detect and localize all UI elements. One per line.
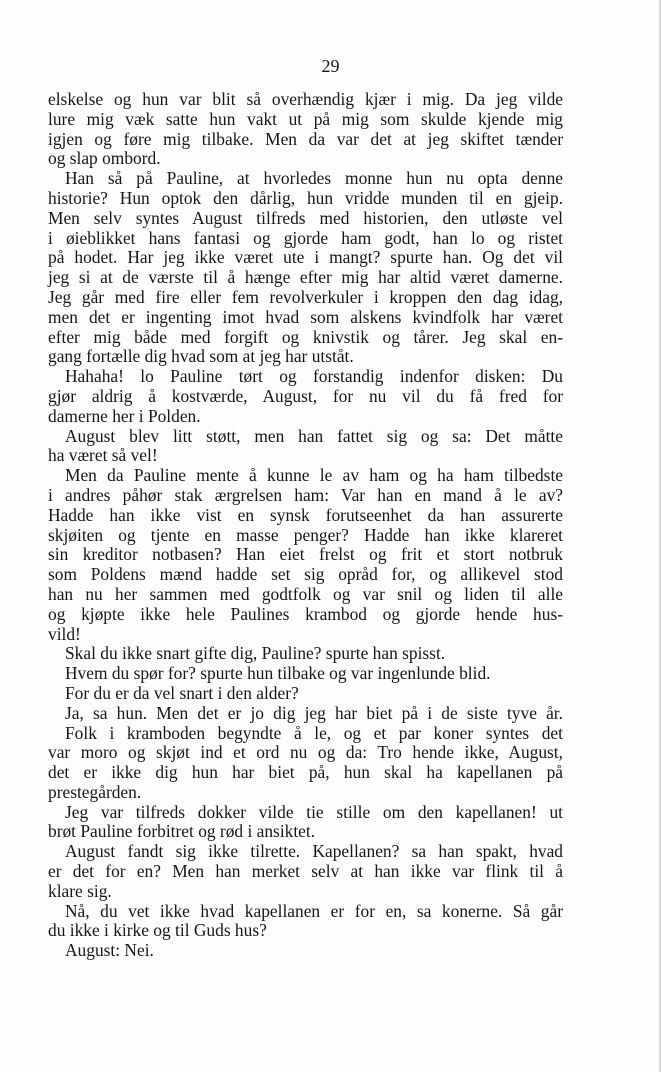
text-line: gjør aldrig å kostværde, August, for nu vil du få fred for <box>48 385 563 406</box>
text-line: Hahaha! lo Pauline tørt og forstandig indenfor disken: Du <box>65 366 563 387</box>
text-line: Jeg går med fire eller fem revolverkuler i kroppen den dag idag, <box>48 286 563 307</box>
text-line: Hadde han ikke vist en synsk forutseenhet da han assurerte <box>48 504 563 525</box>
text-line: historie? Hun optok den dårlig, hun vridde munden til en gjeip. <box>48 187 563 208</box>
text-line: i øieblikket hans fantasi og gjorde ham godt, han lo og ristet <box>48 227 563 248</box>
text-line: du ikke i kirke og til Guds hus? <box>48 920 267 941</box>
text-line: Jeg var tilfreds dokker vilde tie stille om den kapellanen! ut <box>65 801 563 822</box>
text-line: August: Nei. <box>65 940 154 961</box>
text-line: klare sig. <box>48 880 112 901</box>
text-line: men det er ingenting imot hvad som alskens kvindfolk har været <box>48 306 563 327</box>
text-line: For du er da vel snart i den alder? <box>65 682 299 703</box>
text-line: gang fortælle dig hvad som at jeg har utståt. <box>48 346 354 367</box>
text-line: på hodet. Har jeg ikke været ute i mangt? spurte han. Og det vil <box>48 247 563 268</box>
text-line: igjen og føre mig tilbake. Men da var det at jeg skiftet tænder <box>48 128 563 149</box>
text-line: og kjøpte ikke hele Paulines krambod og gjorde hende hus- <box>48 603 563 624</box>
text-line: prestegården. <box>48 781 142 802</box>
text-line: i andres påhør stak ærgrelsen ham: Var han en mand å le av? <box>48 484 563 505</box>
text-line: Folk i krambоden begyndte å le, og et par koner syntes det <box>65 722 563 743</box>
text-line: August fandt sig ikke tilrette. Kapellanen? sa han spakt, hvad <box>65 841 563 862</box>
text-line: skjøiten og tjente en masse penger? Hadde han ikke klareret <box>48 524 563 545</box>
text-line: Nå, du vet ikke hvad kapellanen er for en, sa konerne. Så går <box>65 900 563 921</box>
text-line: Men da Pauline mente å kunne le av ham og ha ham tilbedste <box>65 465 563 486</box>
text-line: elskelse og hun var blit så overhændig kjær i mig. Da jeg vilde <box>48 89 563 109</box>
text-line: og slap ombord. <box>48 148 161 169</box>
text-line: som Poldens mænd hadde set sig opråd for, og allikevel stod <box>48 564 563 585</box>
text-line: Skal du ikke snart gifte dig, Pauline? spurte han spisst. <box>65 643 446 664</box>
text-line: brøt Pauline forbitret og rød i ansiktet. <box>48 821 316 842</box>
text-line: damerne her i Polden. <box>48 405 201 426</box>
text-line: han nu her sammen med godtfolk og var snil og liden til alle <box>48 583 563 604</box>
text-line: Hvem du spør for? spurte hun tilbake og var ingenlunde blid. <box>65 663 491 684</box>
text-line: vild! <box>48 623 81 644</box>
body-text <box>48 90 563 961</box>
text-line: det er ikke dig hun har biet på, hun skal ha kapellanen på <box>48 762 563 783</box>
text-line: Men selv syntes August tilfreds med historien, den utløste vel <box>48 207 563 228</box>
text-line: Han så på Pauline, at hvorledes monne hun nu opta denne <box>65 168 563 189</box>
text-line: sin kreditor notbasen? Han eiet frelst og frit et stort notbruk <box>48 544 563 565</box>
text-line: ha været så vel! <box>48 445 158 466</box>
text-line: Ja, sa hun. Men det er jo dig jeg har biet på i de siste tyve år. <box>65 702 563 723</box>
text-line: August blev litt støtt, men han fattet sig og sa: Det måtte <box>65 425 563 446</box>
page-number: 29 <box>321 56 340 76</box>
text-line: efter mig både med forgift og knivstik og tårer. Jeg skal en- <box>48 326 563 347</box>
text-line: er det for en? Men han merket selv at han ikke var flink til å <box>48 861 563 882</box>
text-line: lure mig væk satte hun vakt ut på mig som skulde kjende mig <box>48 108 563 129</box>
text-line: jeg si at de værste til å hænge efter mig har altid været damerne. <box>48 267 563 288</box>
text-line: var moro og skjøt ind et ord nu og da: Tro hende ikke, August, <box>48 742 563 763</box>
